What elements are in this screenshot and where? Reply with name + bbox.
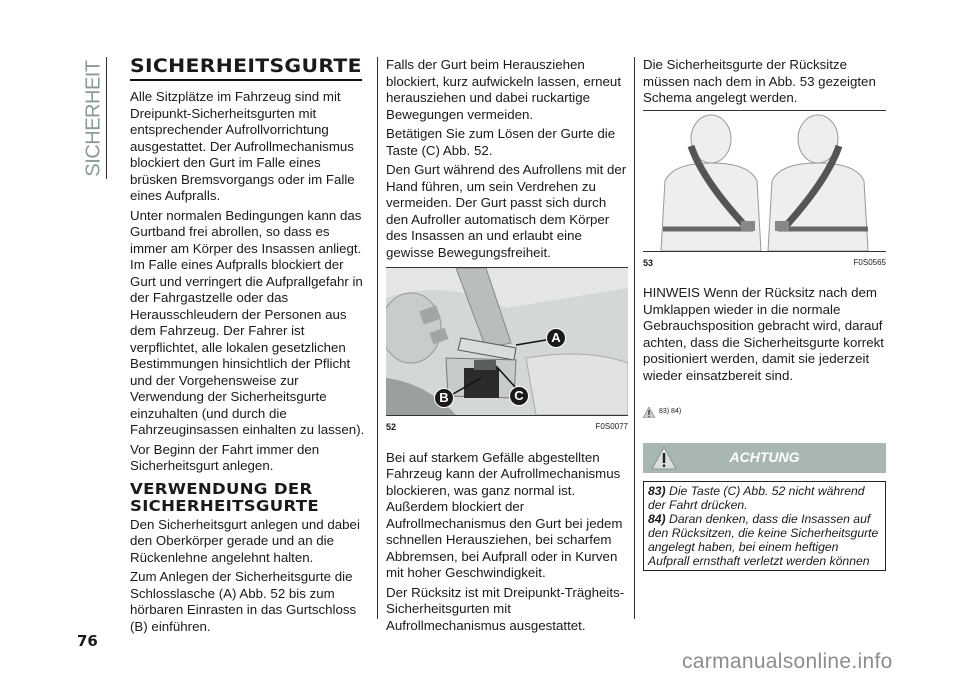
side-rule [106, 57, 107, 179]
figure-code: F0S0077 [595, 422, 628, 431]
paragraph: Den Sicherheitsgurt anlegen und dabei den Oberkörper gerade und an die Rückenlehne angelehnt halten. [130, 516, 360, 565]
section-side-label [84, 57, 104, 179]
paragraph: HINWEIS Wenn der Rücksitz nach dem Umklappen wieder in die normale Gebrauchsposition gebracht wird, darauf achten, dass die Sicherheitsgurte korrekt positioniert werden, damit sie jederzeit wieder einsatzbereit sind. [643, 285, 884, 383]
seatbelt-buckle-illustration [386, 267, 628, 416]
warning-references [643, 404, 886, 421]
section-heading: VERWENDUNG DER SICHERHEITSGURTE [130, 479, 319, 515]
note-number: 84) [648, 511, 666, 526]
warning-note [648, 484, 881, 512]
rear-passengers-drawing-icon [643, 111, 886, 251]
note-number: 83) [648, 483, 666, 498]
paragraph: Betätigen Sie zum Lösen der Gurte die Taste (C) Abb. 52. [386, 126, 616, 158]
paragraph: Zum Anlegen der Sicherheitsgurte die Schlosslasche (A) Abb. 52 bis zum hörbaren Einrasten in das Gurtschloss (B) einführen. [130, 569, 357, 634]
warning-note [648, 512, 881, 568]
column-2 [386, 57, 628, 637]
paragraph: Bei auf starkem Gefälle abgestellten Fahrzeug kann der Aufrollmechanismus blockieren, was ganz normal ist. Außerdem blockiert der Aufrollmechanismus den Gurt bei jedem schnellen Herausziehen, bei scharfem Abbremsen, bei Aufprall oder in Kurven mit hoher Geschwindigkeit. [386, 449, 623, 580]
warning-reference-numbers: 83) 84) [659, 408, 682, 415]
rear-seatbelt-diagram [643, 110, 886, 252]
paragraph: Alle Sitzplätze im Fahrzeug sind mit Dreipunkt-Sicherheitsgurten mit entsprechender Aufrollvorrichtung ausgestattet. Der Aufrollmechanismus blockiert den Gurt im Falle eines brüsken Bremsvorgangs oder im Falle eines Aufpralls. [130, 89, 355, 203]
achtung-title: ACHTUNG [729, 449, 800, 466]
paragraph: Die Sicherheitsgurte der Rücksitze müssen nach dem in Abb. 53 gezeigten Schema angelegt werden. [643, 57, 876, 105]
figure-caption [386, 419, 628, 436]
section-side-label-text: SICHERHEIT [82, 59, 105, 177]
paragraph: Den Gurt während des Aufrollens mit der Hand führen, um sein Verdrehen zu vermeiden. Der Gurt passt sich durch den Aufroller automatisch dem Körper des Insassen an und erlaubt eine gewisse Bewegungsfreiheit. [386, 162, 627, 260]
figure-code: F0S0565 [853, 257, 886, 267]
figure-53 [643, 110, 886, 272]
column-divider-1 [377, 57, 378, 619]
figure-caption [643, 255, 886, 272]
buckle-drawing-icon [386, 268, 628, 415]
figure-number: 53 [643, 257, 654, 268]
column-3 [643, 57, 886, 571]
column-1 [130, 57, 370, 638]
watermark: carmanualsonline.info [682, 650, 893, 673]
warning-triangle-icon [643, 407, 655, 418]
page-number: 76 [77, 632, 98, 650]
column-divider-2 [634, 57, 635, 619]
callout-b: B [434, 388, 454, 408]
warning-triangle-icon [651, 446, 677, 470]
note-text: Daran denken, dass die Insassen auf den Rücksitzen, die keine Sicherheitsgurte angelegt haben, bei einem heftigen Aufprall ernsthaft verletzt werden können [648, 511, 879, 568]
callout-c: C [509, 386, 529, 406]
warning-notes [643, 481, 886, 571]
figure-52 [386, 267, 628, 436]
note-text: Die Taste (C) Abb. 52 nicht während der Fahrt drücken. [648, 483, 865, 512]
paragraph: Unter normalen Bedingungen kann das Gurtband frei abrollen, so dass es immer am Körper des Insassen anliegt. Im Falle eines Aufpralls blockiert der Gurt und verringert die Aufprallgefahr in der Fahrgastzelle oder das Herausschleudern der Personen aus dem Fahrzeug. Der Fahrer ist verpflichtet, alle lokalen gesetzlichen Bestimmungen hinsichtlich der Pflicht und der Vorgehensweise zur Verwendung der Sicherheitsgurte einzuhalten (und durch die Fahrzeuginsassen einhalten zu lassen). [130, 207, 365, 437]
callout-a: A [546, 328, 566, 348]
achtung-banner [643, 443, 886, 473]
page-title: SICHERHEITSGURTE [130, 57, 362, 81]
paragraph: Vor Beginn der Fahrt immer den Sicherheitsgurt anlegen. [130, 441, 320, 473]
figure-number: 52 [386, 422, 397, 432]
paragraph: Der Rücksitz ist mit Dreipunkt-Trägheits-Sicherheitsgurten mit Aufrollmechanismus ausgestattet. [386, 584, 625, 633]
paragraph: Falls der Gurt beim Herausziehen blockiert, kurz aufwickeln lassen, erneut herausziehen und dabei ruckartige Bewegungen vermeiden. [386, 57, 622, 122]
